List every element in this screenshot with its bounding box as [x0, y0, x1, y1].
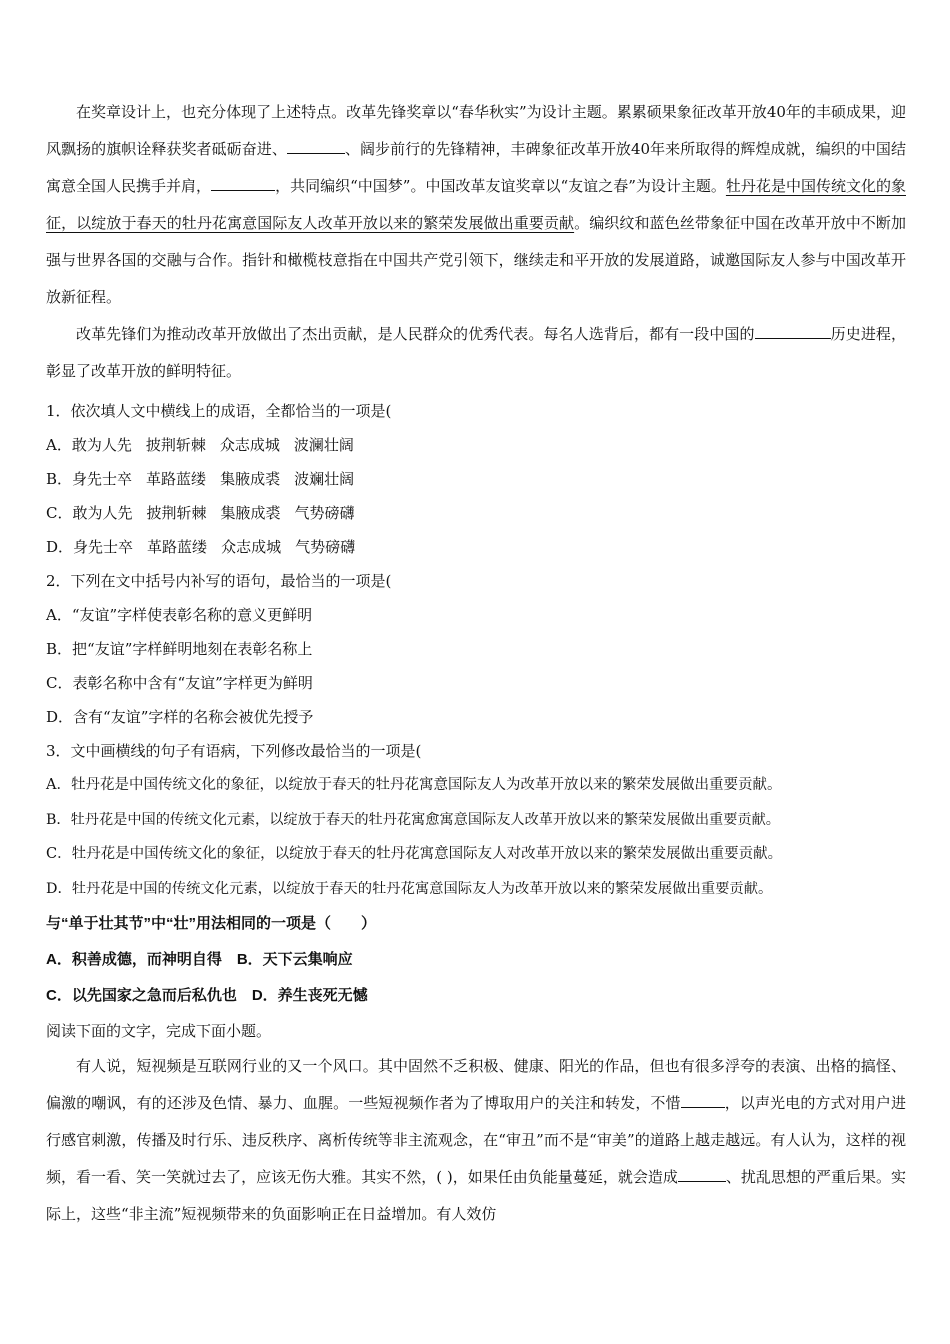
- fill-blank-3: [755, 324, 831, 339]
- document-page: [46, 94, 906, 1233]
- question-3-option-b[interactable]: B．牡丹花是中国的传统文化元素，以绽放于春天的牡丹花寓愈寓意国际友人改革开放以来的繁荣发展做出重要贡献。: [46, 811, 780, 828]
- idiom: 革路蓝缕: [147, 538, 208, 556]
- option-letter: C．: [46, 504, 73, 522]
- option-letter: A．: [46, 436, 72, 454]
- text-segment: 历史进程，彰显了改革开放的鲜明特征。: [46, 325, 906, 380]
- idiom: 身先士卒: [73, 538, 134, 556]
- idiom: 敢为人先: [71, 436, 132, 454]
- passage-paragraph-1: [46, 94, 906, 316]
- question-4-options-row-2[interactable]: C．以先国家之急而后私仇也 D．养生丧死无憾: [46, 987, 368, 1005]
- idiom: 集腋成裘: [220, 504, 281, 522]
- fill-blank-1: [287, 139, 345, 154]
- question-2-option-c[interactable]: C．表彰名称中含有“友谊”字样更为鲜明: [46, 674, 313, 692]
- question-2-option-b[interactable]: B．把“友谊”字样鲜明地刻在表彰名称上: [46, 640, 313, 658]
- idiom: 众志成城: [221, 538, 282, 556]
- fill-blank-4: [681, 1093, 725, 1108]
- underlined-sentence: 牡丹花是中国传统文化的象征，以绽放于春天的牡丹花寓意国际友人改革开放以来的繁荣发展做出重要贡献: [46, 177, 906, 232]
- idiom: 敢为人先: [72, 504, 133, 522]
- passage-2-paragraph: [46, 1048, 906, 1233]
- fill-blank-5: [678, 1167, 726, 1182]
- question-1-stem: 1．依次填人文中横线上的成语，全都恰当的一项是(: [46, 402, 392, 420]
- text-segment: ，以声光电的方式对用户进行感官刺激，传播及时行乐、违反秩序、离析传统等非主流观念，在“审丑”而不是“审美”的道路上越走越远。有人认为，这样的视频，看一看、笑一笑就过去了，应该无伤大雅。其实不然，( )，如果任由负能量蔓延，就会造成: [46, 1094, 906, 1187]
- question-1-option-c[interactable]: [46, 496, 906, 530]
- idiom: 波澜壮阔: [293, 436, 354, 454]
- text-segment: 在奖章设计上，也充分体现了上述特点。改革先锋奖章以“春华秋实”为设计主题。累累硕果象征改革开放40年的丰硕成果，迎风飘扬的旗帜诠释获奖者砥砺奋进、: [46, 103, 906, 158]
- option-letter: B．: [46, 470, 73, 488]
- text-segment: 改革先锋们为推动改革开放做出了杰出贡献，是人民群众的优秀代表。每名人选背后，都有一段中国的: [76, 325, 755, 343]
- text-segment: 。编织纹和蓝色丝带象征中国在改革开放中不断加强与世界各国的交融与合作。指针和橄榄枝意指在中国共产党引领下，继续走和平开放的发展道路，诚邀国际友人参与中国改革开放新征程。: [46, 214, 906, 306]
- question-4-options-row-1[interactable]: A．积善成德，而神明自得 B．天下云集响应: [46, 951, 353, 969]
- question-2-option-d[interactable]: D．含有“友谊”字样的名称会被优先授予: [46, 708, 314, 726]
- idiom: 众志成城: [219, 436, 280, 454]
- question-2-option-a[interactable]: A．“友谊”字样使表彰名称的意义更鲜明: [46, 606, 313, 624]
- question-1-option-d[interactable]: [46, 530, 906, 564]
- idiom: 革路蓝缕: [146, 470, 207, 488]
- option-letter: D．: [46, 538, 74, 556]
- question-2-stem: 2．下列在文中括号内补写的语句，最恰当的一项是(: [46, 572, 392, 590]
- text-segment: 、阔步前行的先锋精神，丰碑象征改革开放40年来所取得的辉煌成就，编织的中国结寓意全国人民携手并肩，: [46, 140, 906, 195]
- question-1-option-a[interactable]: [46, 428, 906, 462]
- question-1-option-b[interactable]: [46, 462, 906, 496]
- idiom: 集腋成裘: [220, 470, 281, 488]
- question-3-option-a[interactable]: A．牡丹花是中国传统文化的象征，以绽放于春天的牡丹花寓意国际友人为改革开放以来的繁荣发展做出重要贡献。: [46, 777, 782, 793]
- idiom: 波斓壮阔: [294, 470, 355, 488]
- idiom: 气势磅礴: [295, 538, 356, 556]
- question-4-stem: 与“单于壮其节”中“壮”用法相同的一项是（ ）: [46, 915, 377, 933]
- question-3-option-c[interactable]: C．牡丹花是中国传统文化的象征，以绽放于春天的牡丹花寓意国际友人对改革开放以来的繁荣发展做出重要贡献。: [46, 846, 783, 863]
- question-3-stem: 3．文中画横线的句子有语病，下列修改最恰当的一项是(: [46, 742, 422, 760]
- fill-blank-2: [211, 176, 275, 191]
- text-segment: ，共同编织“中国梦”。中国改革友谊奖章以“友谊之春”为设计主题。: [275, 177, 726, 195]
- idiom: 披荆斩棘: [145, 436, 206, 454]
- idiom: 身先士卒: [72, 470, 133, 488]
- idiom: 气势磅礴: [294, 504, 355, 522]
- idiom: 披荆斩棘: [146, 504, 207, 522]
- question-3-option-d[interactable]: D．牡丹花是中国的传统文化元素，以绽放于春天的牡丹花寓意国际友人为改革开放以来的繁荣发展做出重要贡献。: [46, 880, 773, 897]
- text-segment: 有人说，短视频是互联网行业的又一个风口。其中固然不乏积极、健康、阳光的作品，但也有很多浮夸的表演、出格的搞怪、偏激的嘲讽，有的还涉及色情、暴力、血腥。一些短视频作者为了博取用户的关注和转发，不惜: [46, 1057, 906, 1113]
- reading-instruction: 阅读下面的文字，完成下面小题。: [46, 1022, 272, 1041]
- passage-paragraph-2: [46, 316, 906, 390]
- text-segment: 、扰乱思想的严重后果。实际上，这些“非主流”短视频带来的负面影响正在日益增加。有人效仿: [46, 1168, 906, 1224]
